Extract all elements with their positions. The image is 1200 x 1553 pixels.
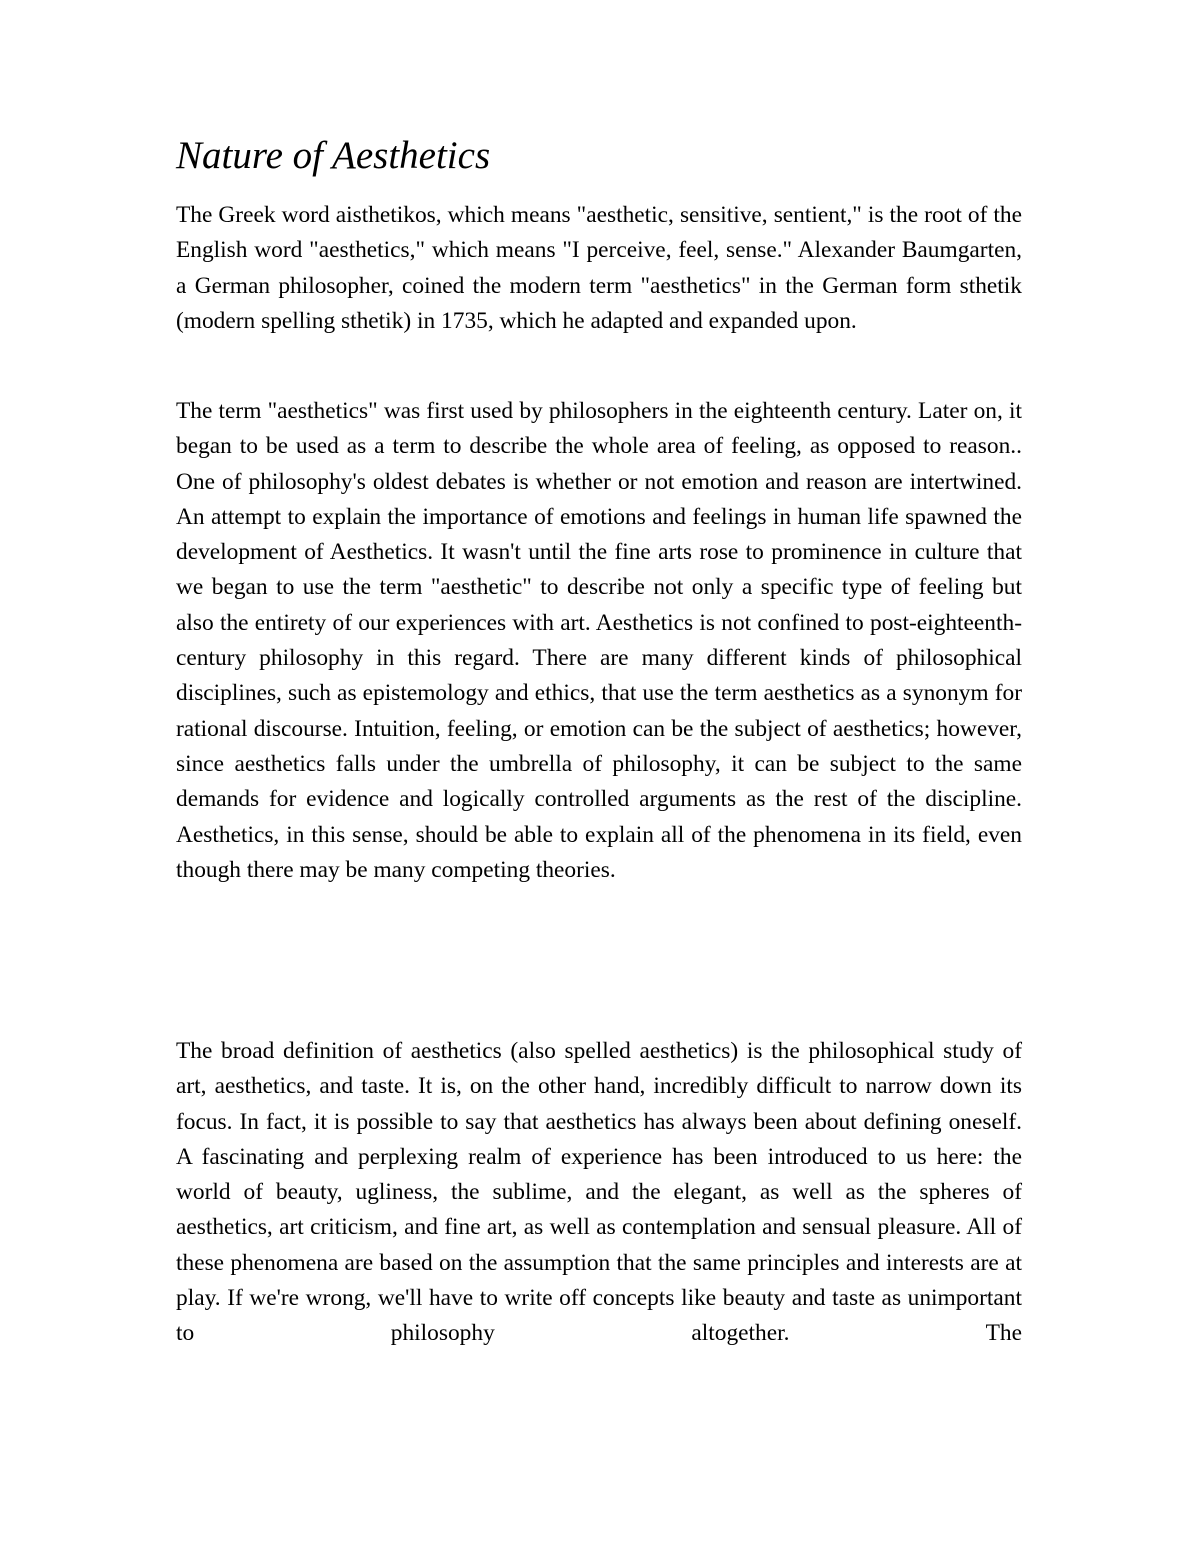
paragraph-history: The term "aesthetics" was first used by philosophers in the eighteenth century. Later on, it began to be used as a term to describe the whole area of feeling, as opposed to reason.. One of philosophy's oldest debates is whether or not emotion and reason are intertwined. An attempt to explain the importance of emotions and feelings in human life spawned the development of Aesthetics. It wasn't until the fine arts rose to prominence in culture that we began to use the term "aesthetic" to describe not only a specific type of feeling but also the entirety of our experiences with art. Aesthetics is not confined to post-eighteenth-century philosophy in this regard. There are many different kinds of philosophical disciplines, such as epistemology and ethics, that use the term aesthetics as a synonym for rational discourse. Intuition, feeling, or emotion can be the subject of aesthetics; however, since aesthetics falls under the umbrella of philosophy, it can be subject to the same demands for evidence and logically controlled arguments as the rest of the discipline. Aesthetics, in this sense, should be able to explain all of the phenomena in its field, even though there may be many competing theories. <box>176 398 1022 883</box>
document-title: Nature of Aesthetics <box>176 134 491 177</box>
paragraph-etymology: The Greek word aisthetikos, which means "aesthetic, sensitive, sentient," is the root of the English word "aesthetics," which means "I perceive, feel, sense." Alexander Baumgarten, a German philosopher, coined the modern term "aesthetics" in the German form sthetik (modern spelling sthetik) in 1735, which he adapted and expanded upon. <box>176 202 1022 334</box>
paragraph-definition: The broad definition of aesthetics (also spelled aesthetics) is the philosophical study of art, aesthetics, and taste. It is, on the other hand, incredibly difficult to narrow down its focus. In fact, it is possible to say that aesthetics has always been about defining oneself. A fascinating and perplexing realm of experience has been introduced to us here: the world of beauty, ugliness, the sublime, and the elegant, as well as the spheres of aesthetics, art criticism, and fine art, as well as contemplation and sensual pleasure. All of these phenomena are based on the assumption that the same principles and interests are at play. If we're wrong, we'll have to write off concepts like beauty and taste as unimportant to philosophy altogether. The <box>176 1038 1022 1347</box>
